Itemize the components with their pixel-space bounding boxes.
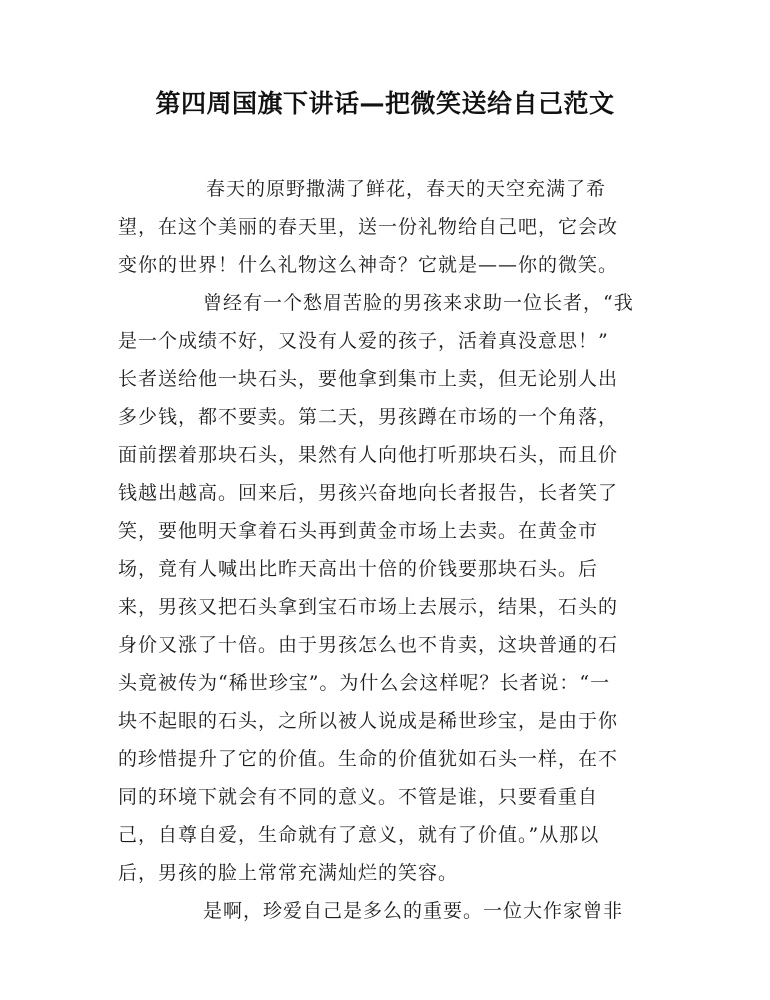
paragraph-2-line-2: 是一个成绩不好，又没有人爱的孩子，活着真没意思！” (118, 330, 609, 352)
paragraph-3-line-1: 是啊，珍爱自己是多么的重要。一位大作家曾非 (203, 900, 624, 922)
paragraph-2-line-1: 曾经有一个愁眉苦脸的男孩来求助一位长者，“我 (203, 292, 634, 314)
paragraph-2-line-15: 己，自尊自爱，生命就有了意义，就有了价值。”从那以 (118, 824, 600, 846)
paragraph-2-line-4: 多少钱，都不要卖。第二天，男孩蹲在市场的一个角落， (118, 406, 619, 428)
paragraph-2-line-10: 身价又涨了十倍。由于男孩怎么也不肯卖，这块普通的石 (118, 634, 619, 656)
paragraph-2-line-9: 来，男孩又把石头拿到宝石市场上去展示，结果，石头的 (118, 596, 619, 618)
paragraph-2-line-8: 场，竟有人喊出比昨天高出十倍的价钱要那块石头。后 (118, 558, 599, 580)
paragraph-2-line-3: 长者送给他一块石头，要他拿到集市上卖，但无论别人出 (118, 368, 619, 390)
paragraph-2-line-14: 同的环境下就会有不同的意义。不管是谁，只要看重自 (118, 786, 599, 808)
paragraph-2-line-13: 的珍惜提升了它的价值。生命的价值犹如石头一样，在不 (118, 748, 619, 770)
paragraph-2-line-11: 头竟被传为“稀世珍宝”。为什么会这样呢？长者说：“一 (118, 672, 611, 694)
paragraph-2-line-6: 钱越出越高。回来后，男孩兴奋地向长者报告，长者笑了 (118, 482, 619, 504)
paragraph-1-line-1: 春天的原野撒满了鲜花，春天的天空充满了希 (206, 178, 607, 200)
paragraph-2-line-5: 面前摆着那块石头，果然有人向他打听那块石头，而且价 (118, 444, 619, 466)
paragraph-2-line-12: 块不起眼的石头，之所以被人说成是稀世珍宝，是由于你 (118, 710, 619, 732)
paragraph-1-line-2: 望，在这个美丽的春天里，送一份礼物给自己吧，它会改 (118, 216, 619, 238)
paragraph-2-line-7: 笑，要他明天拿着石头再到黄金市场上去卖。在黄金市 (118, 520, 599, 542)
document-title: 第四周国旗下讲话—把微笑送给自己范文 (155, 89, 615, 118)
paragraph-2-line-16: 后，男孩的脸上常常充满灿烂的笑容。 (118, 862, 459, 884)
paragraph-1-line-3: 变你的世界！什么礼物这么神奇？它就是——你的微笑。 (118, 254, 619, 276)
